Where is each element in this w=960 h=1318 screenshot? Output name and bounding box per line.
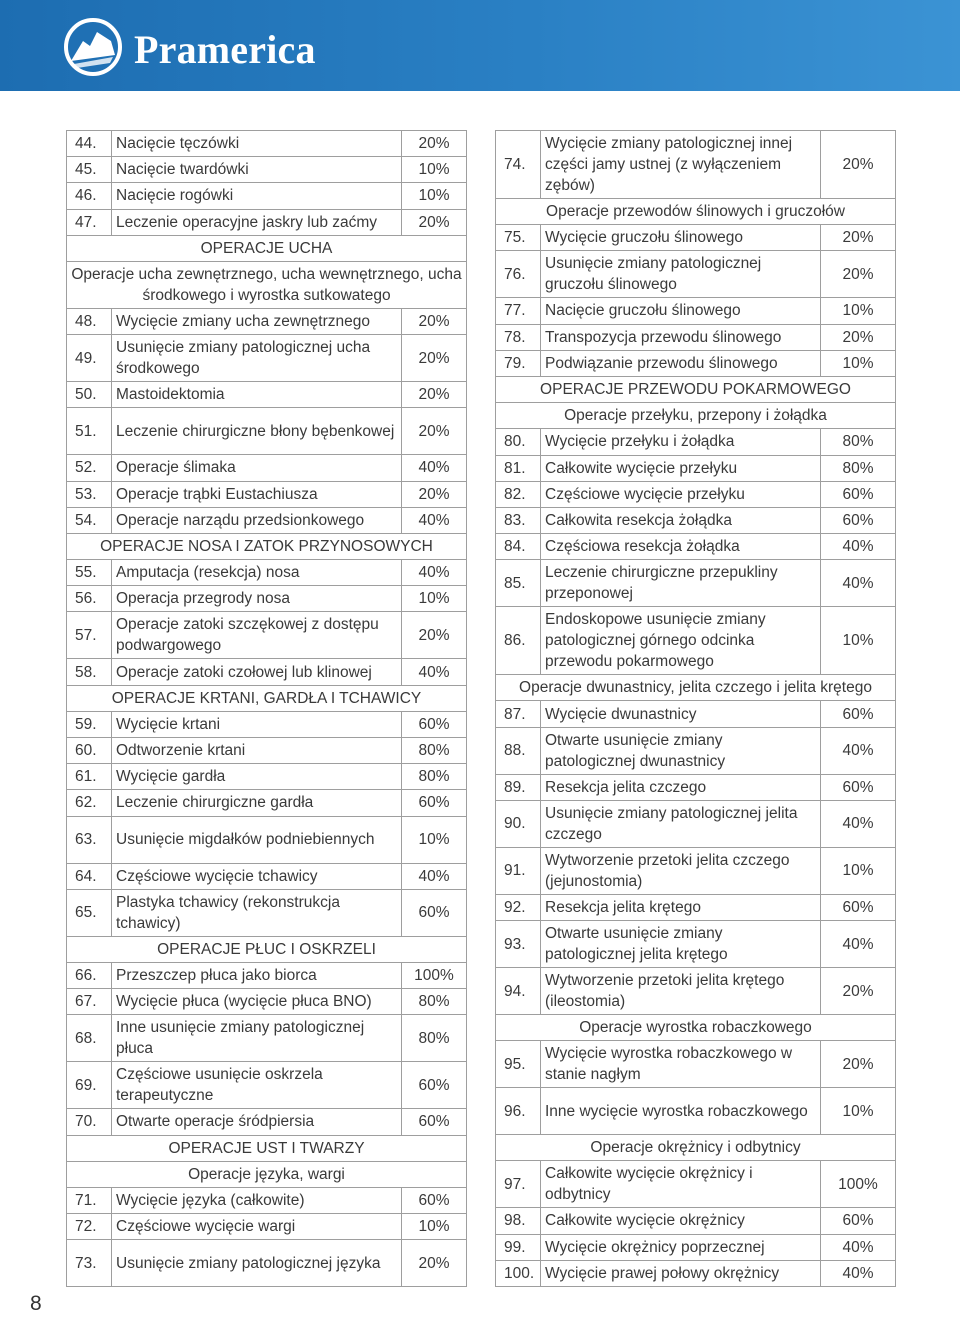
- rock-of-gibraltar-logo-icon: [63, 17, 123, 77]
- procedure-name: Wycięcie płuca (wycięcie płuca BNO): [112, 989, 402, 1015]
- procedure-percentage: 20%: [821, 324, 896, 350]
- procedure-percentage: 20%: [402, 308, 467, 334]
- procedure-row: [67, 455, 467, 481]
- section-title: Operacje przewodów ślinowych i gruczołów: [496, 199, 896, 225]
- procedure-row: [67, 863, 467, 889]
- section-title: OPERACJE PŁUC I OSKRZELI: [67, 936, 467, 962]
- procedure-number: 92.: [496, 894, 541, 920]
- procedure-name: Resekcja jelita krętego: [541, 894, 821, 920]
- procedure-row: [67, 131, 467, 157]
- procedure-percentage: 80%: [821, 429, 896, 455]
- procedure-number: 72.: [67, 1214, 112, 1240]
- procedure-number: 59.: [67, 711, 112, 737]
- procedure-number: 61.: [67, 764, 112, 790]
- procedure-number: 48.: [67, 308, 112, 334]
- procedure-name: Częściowe wycięcie wargi: [112, 1214, 402, 1240]
- procedure-row: [496, 1208, 896, 1234]
- procedure-number: 94.: [496, 968, 541, 1015]
- procedure-name: Nacięcie tęczówki: [112, 131, 402, 157]
- procedure-name: Wytworzenie przetoki jelita czczego (jejunostomia): [541, 847, 821, 894]
- procedure-name: Leczenie chirurgiczne błony bębenkowej: [112, 408, 402, 455]
- procedure-percentage: 10%: [402, 183, 467, 209]
- procedure-name: Operacje ślimaka: [112, 455, 402, 481]
- procedure-percentage: 10%: [402, 1214, 467, 1240]
- procedure-number: 78.: [496, 324, 541, 350]
- procedure-row: [67, 308, 467, 334]
- procedure-row: [67, 382, 467, 408]
- procedure-number: 71.: [67, 1187, 112, 1213]
- procedure-percentage: 20%: [821, 131, 896, 199]
- procedure-percentage: 60%: [821, 1208, 896, 1234]
- procedure-number: 93.: [496, 921, 541, 968]
- procedure-number: 90.: [496, 800, 541, 847]
- procedure-row: [67, 481, 467, 507]
- procedure-number: 77.: [496, 298, 541, 324]
- procedure-percentage: 40%: [402, 507, 467, 533]
- procedure-name: Usunięcie zmiany patologicznej języka: [112, 1240, 402, 1287]
- procedure-number: 64.: [67, 863, 112, 889]
- procedure-row: [67, 790, 467, 816]
- procedure-percentage: 10%: [821, 847, 896, 894]
- procedure-row: [496, 894, 896, 920]
- section-header-row: [67, 685, 467, 711]
- procedure-name: Całkowite wycięcie przełyku: [541, 455, 821, 481]
- procedure-row: [67, 157, 467, 183]
- procedure-percentage: 40%: [821, 1260, 896, 1286]
- procedure-name: Częściowe wycięcie przełyku: [541, 481, 821, 507]
- procedure-number: 80.: [496, 429, 541, 455]
- procedure-name: Amputacja (resekcja) nosa: [112, 560, 402, 586]
- procedure-number: 70.: [67, 1109, 112, 1135]
- procedure-number: 49.: [67, 335, 112, 382]
- procedure-percentage: 60%: [402, 790, 467, 816]
- section-header-row: [67, 533, 467, 559]
- procedure-percentage: 80%: [821, 455, 896, 481]
- procedure-number: 66.: [67, 962, 112, 988]
- procedure-name: Częściowe wycięcie tchawicy: [112, 863, 402, 889]
- procedure-percentage: 20%: [821, 225, 896, 251]
- section-title: OPERACJE PRZEWODU POKARMOWEGO: [496, 376, 896, 402]
- procedure-name: Wycięcie okrężnicy poprzecznej: [541, 1234, 821, 1260]
- procedure-row: [496, 1088, 896, 1135]
- section-title: OPERACJE UCHA: [67, 235, 467, 261]
- procedure-number: 88.: [496, 727, 541, 774]
- procedure-number: 89.: [496, 774, 541, 800]
- procedure-row: [496, 507, 896, 533]
- procedure-name: Wycięcie gardła: [112, 764, 402, 790]
- procedure-row: [496, 560, 896, 607]
- procedure-row: [496, 350, 896, 376]
- procedure-number: 60.: [67, 738, 112, 764]
- procedure-row: [67, 659, 467, 685]
- procedure-row: [496, 225, 896, 251]
- procedure-number: 56.: [67, 586, 112, 612]
- procedure-name: Leczenie chirurgiczne gardła: [112, 790, 402, 816]
- procedure-number: 69.: [67, 1062, 112, 1109]
- procedure-number: 57.: [67, 612, 112, 659]
- procedure-name: Wycięcie języka (całkowite): [112, 1187, 402, 1213]
- procedure-number: 47.: [67, 209, 112, 235]
- procedure-name: Usunięcie zmiany patologicznej jelita czczego: [541, 800, 821, 847]
- procedure-percentage: 60%: [821, 481, 896, 507]
- procedure-name: Wycięcie zmiany ucha zewnętrznego: [112, 308, 402, 334]
- procedure-number: 76.: [496, 251, 541, 298]
- procedure-name: Operacja przegrody nosa: [112, 586, 402, 612]
- procedure-percentage: 60%: [402, 1062, 467, 1109]
- procedure-percentage: 60%: [402, 1187, 467, 1213]
- procedure-row: [67, 764, 467, 790]
- procedure-row: [496, 727, 896, 774]
- procedure-percentage: 20%: [402, 209, 467, 235]
- procedure-number: 58.: [67, 659, 112, 685]
- procedure-percentage: 20%: [821, 1041, 896, 1088]
- procedure-number: 45.: [67, 157, 112, 183]
- procedure-name: Wycięcie zmiany patologicznej innej części jamy ustnej (z wyłączeniem zębów): [541, 131, 821, 199]
- procedure-name: Usunięcie zmiany patologicznej gruczołu ślinowego: [541, 251, 821, 298]
- procedure-row: [67, 711, 467, 737]
- procedure-percentage: 40%: [821, 921, 896, 968]
- procedure-percentage: 60%: [402, 1109, 467, 1135]
- procedure-percentage: 10%: [402, 586, 467, 612]
- procedure-name: Transpozycja przewodu ślinowego: [541, 324, 821, 350]
- procedure-row: [67, 335, 467, 382]
- procedure-name: Otwarte operacje śródpiersia: [112, 1109, 402, 1135]
- procedure-number: 81.: [496, 455, 541, 481]
- procedure-row: [67, 1015, 467, 1062]
- procedure-name: Leczenie operacyjne jaskry lub zaćmy: [112, 209, 402, 235]
- procedure-percentage: 20%: [402, 335, 467, 382]
- procedure-name: Całkowite wycięcie okrężnicy: [541, 1208, 821, 1234]
- procedure-number: 67.: [67, 989, 112, 1015]
- procedure-number: 62.: [67, 790, 112, 816]
- procedure-number: 99.: [496, 1234, 541, 1260]
- procedure-name: Przeszczep płuca jako biorca: [112, 962, 402, 988]
- procedure-row: [67, 1109, 467, 1135]
- section-title: Operacje okrężnicy i odbytnicy: [496, 1135, 896, 1161]
- procedure-percentage: 20%: [402, 481, 467, 507]
- procedure-number: 91.: [496, 847, 541, 894]
- procedure-row: [496, 800, 896, 847]
- section-title: Operacje ucha zewnętrznego, ucha wewnętrznego, ucha środkowego i wyrostka sutkowatego: [67, 261, 467, 308]
- procedure-percentage: 20%: [402, 1240, 467, 1287]
- procedure-percentage: 10%: [402, 816, 467, 863]
- brand-name: Pramerica: [134, 27, 316, 72]
- procedure-row: [496, 251, 896, 298]
- procedure-name: Wycięcie prawej połowy okrężnicy: [541, 1260, 821, 1286]
- procedure-percentage: 10%: [402, 157, 467, 183]
- section-title: OPERACJE NOSA I ZATOK PRZYNOSOWYCH: [67, 533, 467, 559]
- procedure-number: 84.: [496, 534, 541, 560]
- procedure-row: [67, 209, 467, 235]
- procedure-row: [67, 586, 467, 612]
- procedure-row: [496, 847, 896, 894]
- procedure-name: Leczenie chirurgiczne przepukliny przeponowej: [541, 560, 821, 607]
- procedure-percentage: 40%: [821, 727, 896, 774]
- procedure-row: [496, 131, 896, 199]
- page-number: 8: [30, 1292, 42, 1315]
- procedure-percentage: 80%: [402, 738, 467, 764]
- procedure-number: 50.: [67, 382, 112, 408]
- procedure-row: [496, 1041, 896, 1088]
- procedure-name: Endoskopowe usunięcie zmiany patologicznej górnego odcinka przewodu pokarmowego: [541, 607, 821, 675]
- procedure-percentage: 60%: [402, 711, 467, 737]
- procedure-name: Wytworzenie przetoki jelita krętego (ileostomia): [541, 968, 821, 1015]
- procedure-name: Wycięcie przełyku i żołądka: [541, 429, 821, 455]
- section-title: Operacje wyrostka robaczkowego: [496, 1015, 896, 1041]
- procedure-name: Całkowita resekcja żołądka: [541, 507, 821, 533]
- procedure-row: [67, 183, 467, 209]
- section-header-row: [67, 235, 467, 261]
- procedure-row: [67, 1214, 467, 1240]
- procedure-number: 54.: [67, 507, 112, 533]
- procedure-name: Podwiązanie przewodu ślinowego: [541, 350, 821, 376]
- procedure-percentage: 40%: [821, 800, 896, 847]
- procedure-number: 97.: [496, 1161, 541, 1208]
- procedure-number: 53.: [67, 481, 112, 507]
- procedure-number: 75.: [496, 225, 541, 251]
- procedure-percentage: 10%: [821, 298, 896, 324]
- procedure-number: 96.: [496, 1088, 541, 1135]
- section-title: Operacje języka, wargi: [67, 1161, 467, 1187]
- procedure-row: [496, 298, 896, 324]
- section-title: Operacje przełyku, przepony i żołądka: [496, 403, 896, 429]
- procedure-row: [496, 429, 896, 455]
- procedure-percentage: 80%: [402, 1015, 467, 1062]
- procedure-row: [67, 507, 467, 533]
- procedure-row: [67, 989, 467, 1015]
- procedure-number: 87.: [496, 701, 541, 727]
- procedure-name: Wycięcie gruczołu ślinowego: [541, 225, 821, 251]
- procedure-name: Częściowa resekcja żołądka: [541, 534, 821, 560]
- procedure-percentage: 40%: [402, 659, 467, 685]
- procedure-number: 68.: [67, 1015, 112, 1062]
- section-header-row: [496, 1015, 896, 1041]
- procedure-percentage: 60%: [821, 507, 896, 533]
- procedure-percentage: 60%: [821, 774, 896, 800]
- procedure-number: 79.: [496, 350, 541, 376]
- procedure-name: Wycięcie wyrostka robaczkowego w stanie nagłym: [541, 1041, 821, 1088]
- procedure-percentage: 60%: [821, 894, 896, 920]
- section-title: OPERACJE KRTANI, GARDŁA I TCHAWICY: [67, 685, 467, 711]
- procedure-name: Mastoidektomia: [112, 382, 402, 408]
- procedure-number: 55.: [67, 560, 112, 586]
- procedure-name: Odtworzenie krtani: [112, 738, 402, 764]
- procedure-row: [67, 612, 467, 659]
- procedure-percentage: 40%: [402, 560, 467, 586]
- procedure-row: [496, 968, 896, 1015]
- procedure-name: Resekcja jelita czczego: [541, 774, 821, 800]
- procedure-number: 74.: [496, 131, 541, 199]
- procedure-number: 95.: [496, 1041, 541, 1088]
- procedure-name: Wycięcie dwunastnicy: [541, 701, 821, 727]
- procedure-percentage: 100%: [821, 1161, 896, 1208]
- procedure-row: [67, 1062, 467, 1109]
- procedure-number: 46.: [67, 183, 112, 209]
- procedure-percentage: 80%: [402, 764, 467, 790]
- procedure-name: Otwarte usunięcie zmiany patologicznej dwunastnicy: [541, 727, 821, 774]
- procedure-name: Operacje narządu przedsionkowego: [112, 507, 402, 533]
- section-title: OPERACJE UST I TWARZY: [67, 1135, 467, 1161]
- procedure-number: 73.: [67, 1240, 112, 1287]
- section-header-row: [496, 199, 896, 225]
- procedure-row: [496, 607, 896, 675]
- procedure-number: 98.: [496, 1208, 541, 1234]
- procedure-name: Plastyka tchawicy (rekonstrukcja tchawicy): [112, 889, 402, 936]
- procedure-percentage: 20%: [821, 968, 896, 1015]
- procedure-name: Inne wycięcie wyrostka robaczkowego: [541, 1088, 821, 1135]
- procedure-row: [496, 921, 896, 968]
- procedure-row: [496, 534, 896, 560]
- procedure-percentage: 20%: [402, 382, 467, 408]
- procedure-percentage: 20%: [402, 612, 467, 659]
- section-header-row: [496, 403, 896, 429]
- procedure-name: Usunięcie migdałków podniebiennych: [112, 816, 402, 863]
- procedure-row: [67, 816, 467, 863]
- procedure-row: [67, 560, 467, 586]
- procedure-number: 85.: [496, 560, 541, 607]
- procedure-row: [67, 1240, 467, 1287]
- procedure-number: 86.: [496, 607, 541, 675]
- procedure-number: 65.: [67, 889, 112, 936]
- section-title: Operacje dwunastnicy, jelita czczego i jelita krętego: [496, 675, 896, 701]
- procedure-name: Inne usunięcie zmiany patologicznej płuca: [112, 1015, 402, 1062]
- procedure-row: [496, 701, 896, 727]
- section-header-row: [67, 261, 467, 308]
- procedure-name: Całkowite wycięcie okrężnicy i odbytnicy: [541, 1161, 821, 1208]
- section-header-row: [496, 675, 896, 701]
- section-header-row: [496, 1135, 896, 1161]
- procedure-percentage: 20%: [402, 408, 467, 455]
- procedure-name: Nacięcie twardówki: [112, 157, 402, 183]
- procedure-row: [67, 738, 467, 764]
- procedure-row: [496, 1161, 896, 1208]
- procedure-number: 100.: [496, 1260, 541, 1286]
- procedure-name: Otwarte usunięcie zmiany patologicznej jelita krętego: [541, 921, 821, 968]
- procedure-number: 82.: [496, 481, 541, 507]
- procedure-number: 52.: [67, 455, 112, 481]
- procedures-table-right: [495, 130, 896, 1287]
- procedure-number: 83.: [496, 507, 541, 533]
- procedure-percentage: 20%: [402, 131, 467, 157]
- section-header-row: [496, 376, 896, 402]
- procedure-row: [496, 455, 896, 481]
- procedure-percentage: 40%: [402, 863, 467, 889]
- procedure-row: [67, 889, 467, 936]
- procedure-name: Usunięcie zmiany patologicznej ucha środkowego: [112, 335, 402, 382]
- procedure-percentage: 80%: [402, 989, 467, 1015]
- procedure-number: 44.: [67, 131, 112, 157]
- procedure-name: Operacje zatoki szczękowej z dostępu podwargowego: [112, 612, 402, 659]
- procedure-number: 51.: [67, 408, 112, 455]
- procedure-name: Operacje trąbki Eustachiusza: [112, 481, 402, 507]
- procedure-row: [496, 324, 896, 350]
- procedure-percentage: 40%: [821, 1234, 896, 1260]
- procedure-name: Częściowe usunięcie oskrzela terapeutyczne: [112, 1062, 402, 1109]
- brand-header: [0, 0, 960, 91]
- procedure-name: Nacięcie rogówki: [112, 183, 402, 209]
- procedure-row: [496, 481, 896, 507]
- procedure-percentage: 40%: [821, 560, 896, 607]
- procedure-percentage: 60%: [402, 889, 467, 936]
- procedure-percentage: 10%: [821, 1088, 896, 1135]
- section-header-row: [67, 1135, 467, 1161]
- procedure-row: [67, 408, 467, 455]
- procedure-percentage: 10%: [821, 350, 896, 376]
- procedures-table-left: [66, 130, 467, 1287]
- procedure-percentage: 60%: [821, 701, 896, 727]
- section-header-row: [67, 1161, 467, 1187]
- procedure-percentage: 40%: [402, 455, 467, 481]
- procedure-row: [496, 1260, 896, 1286]
- procedure-percentage: 20%: [821, 251, 896, 298]
- procedure-percentage: 40%: [821, 534, 896, 560]
- procedure-row: [496, 1234, 896, 1260]
- procedure-name: Nacięcie gruczołu ślinowego: [541, 298, 821, 324]
- section-header-row: [67, 936, 467, 962]
- procedure-row: [67, 962, 467, 988]
- procedure-number: 63.: [67, 816, 112, 863]
- procedure-percentage: 100%: [402, 962, 467, 988]
- procedure-name: Operacje zatoki czołowej lub klinowej: [112, 659, 402, 685]
- procedure-percentage: 10%: [821, 607, 896, 675]
- procedure-row: [67, 1187, 467, 1213]
- procedure-name: Wycięcie krtani: [112, 711, 402, 737]
- procedure-row: [496, 774, 896, 800]
